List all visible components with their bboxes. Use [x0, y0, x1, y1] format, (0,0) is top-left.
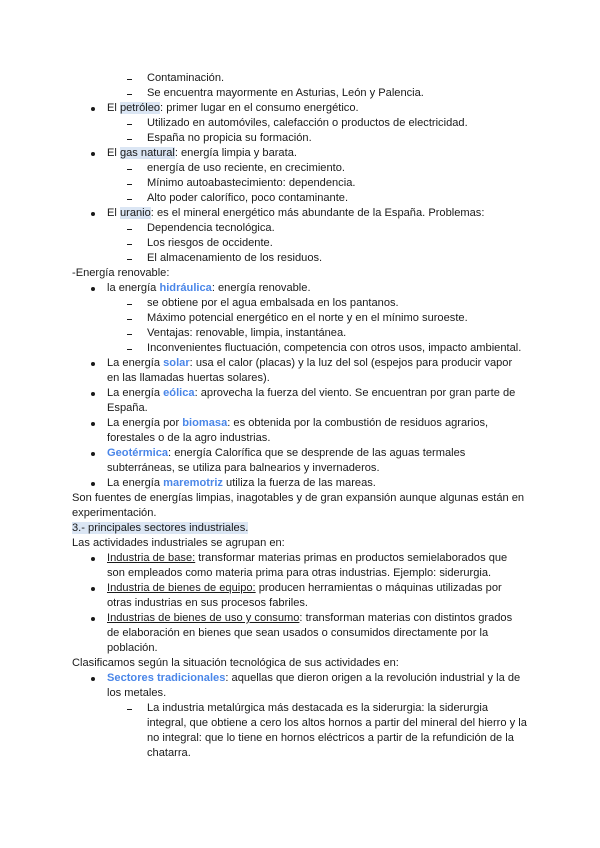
- list-item-continuation: subterráneas, se utiliza para balnearios y invernaderos.: [107, 462, 380, 474]
- list-item-continuation: no integral: que lo tiene en hornos eléctricos a partir de la refundición de la: [147, 732, 514, 744]
- bullet-marker: [91, 422, 95, 426]
- dash-marker: [127, 139, 132, 140]
- bullet-marker: [91, 452, 95, 456]
- list-item: La industria metalúrgica más destacada es la siderurgia: la siderurgia: [147, 702, 489, 714]
- list-item-sectores-tradicionales: Sectores tradicionales: aquellas que dieron origen a la revolución industrial y la de: [107, 672, 521, 684]
- list-item-continuation: integral, que obtiene a cero los altos hornos a partir del mineral del hierro y la: [147, 717, 527, 729]
- paragraph: experimentación.: [72, 507, 157, 519]
- dash-marker: [127, 169, 132, 170]
- bullet-marker: [91, 677, 95, 681]
- list-item: El almacenamiento de los residuos.: [147, 252, 323, 264]
- bullet-marker: [91, 107, 95, 111]
- bullet-marker: [91, 362, 95, 366]
- list-item: Mínimo autoabastecimiento: dependencia.: [147, 177, 356, 189]
- list-item-gas-natural: El gas natural: energía limpia y barata.: [107, 147, 297, 159]
- dash-marker: [127, 124, 132, 125]
- bullet-marker: [91, 392, 95, 396]
- list-item-maremotriz: La energía maremotriz utiliza la fuerza de las mareas.: [107, 477, 376, 489]
- bullet-marker: [91, 287, 95, 291]
- list-item-industria-base: Industria de base: transformar materias primas en productos semielaborados que: [107, 552, 508, 564]
- list-item: Dependencia tecnológica.: [147, 222, 275, 234]
- list-item-continuation: los metales.: [107, 687, 167, 699]
- list-item: Los riesgos de occidente.: [147, 237, 273, 249]
- paragraph: Son fuentes de energías limpias, inagotables y de gran expansión aunque algunas están en: [72, 492, 525, 504]
- bullet-marker: [91, 212, 95, 216]
- list-item-continuation: en las llamadas huertas solares).: [107, 372, 270, 384]
- dash-marker: [127, 229, 132, 230]
- section-heading-renovable: -Energía renovable:: [72, 267, 170, 279]
- list-item-petroleo: El petróleo: primer lugar en el consumo energético.: [107, 102, 359, 114]
- list-item-continuation: son empleados como materia prima para otras industrias. Ejemplo: siderurgia.: [107, 567, 492, 579]
- list-item-continuation: población.: [107, 642, 158, 654]
- dash-marker: [127, 184, 132, 185]
- dash-marker: [127, 244, 132, 245]
- list-item-continuation: España.: [107, 402, 148, 414]
- list-item-solar: La energía solar: usa el calor (placas) y la luz del sol (espejos para producir vapor: [107, 357, 513, 369]
- list-item-eolica: La energía eólica: aprovecha la fuerza del viento. Se encuentran por gran parte de: [107, 387, 516, 399]
- paragraph: Las actividades industriales se agrupan en:: [72, 537, 285, 549]
- list-item: Se encuentra mayormente en Asturias, León y Palencia.: [147, 87, 424, 99]
- bullet-marker: [91, 482, 95, 486]
- list-item-biomasa: La energía por biomasa: es obtenida por la combustión de residuos agrarios,: [107, 417, 489, 429]
- list-item: Alto poder calorífico, poco contaminante.: [147, 192, 349, 204]
- dash-marker: [127, 199, 132, 200]
- bullet-marker: [91, 617, 95, 621]
- dash-marker: [127, 709, 132, 710]
- list-item-geotermica: Geotérmica: energía Calorífica que se desprende de las aguas termales: [107, 447, 466, 459]
- list-item: España no propicia su formación.: [147, 132, 312, 144]
- list-item-bienes-equipo: Industria de bienes de equipo: producen herramientas o máquinas utilizadas por: [107, 582, 502, 594]
- list-item: Inconvenientes fluctuación, competencia con otros usos, impacto ambiental.: [147, 342, 522, 354]
- dash-marker: [127, 259, 132, 260]
- dash-marker: [127, 319, 132, 320]
- list-item: Ventajas: renovable, limpia, instantánea.: [147, 327, 347, 339]
- section-heading-sectores: 3.- principales sectores industriales.: [72, 522, 249, 534]
- list-item: se obtiene por el agua embalsada en los pantanos.: [147, 297, 399, 309]
- list-item: energía de uso reciente, en crecimiento.: [147, 162, 345, 174]
- dash-marker: [127, 349, 132, 350]
- list-item-hidraulica: la energía hidráulica: energía renovable.: [107, 282, 311, 294]
- list-item: Máximo potencial energético en el norte y en el mínimo suroeste.: [147, 312, 468, 324]
- list-item-continuation: otras industrias en sus procesos fabriles.: [107, 597, 309, 609]
- dash-marker: [127, 79, 132, 80]
- dash-marker: [127, 304, 132, 305]
- list-item: Contaminación.: [147, 72, 225, 84]
- bullet-marker: [91, 152, 95, 156]
- paragraph: Clasificamos según la situación tecnológica de sus actividades en:: [72, 657, 399, 669]
- list-item: Utilizado en automóviles, calefacción o productos de electricidad.: [147, 117, 468, 129]
- list-item-bienes-consumo: Industrias de bienes de uso y consumo: transforman materias con distintos grados: [107, 612, 513, 624]
- dash-marker: [127, 94, 132, 95]
- bullet-marker: [91, 587, 95, 591]
- list-item-continuation: forestales o de la agro industrias.: [107, 432, 271, 444]
- dash-marker: [127, 334, 132, 335]
- bullet-marker: [91, 557, 95, 561]
- list-item-uranio: El uranio: es el mineral energético más abundante de la España. Problemas:: [107, 207, 485, 219]
- list-item-continuation: de elaboración en bienes que sean usados o consumidos directamente por la: [107, 627, 489, 639]
- list-item-continuation: chatarra.: [147, 747, 191, 759]
